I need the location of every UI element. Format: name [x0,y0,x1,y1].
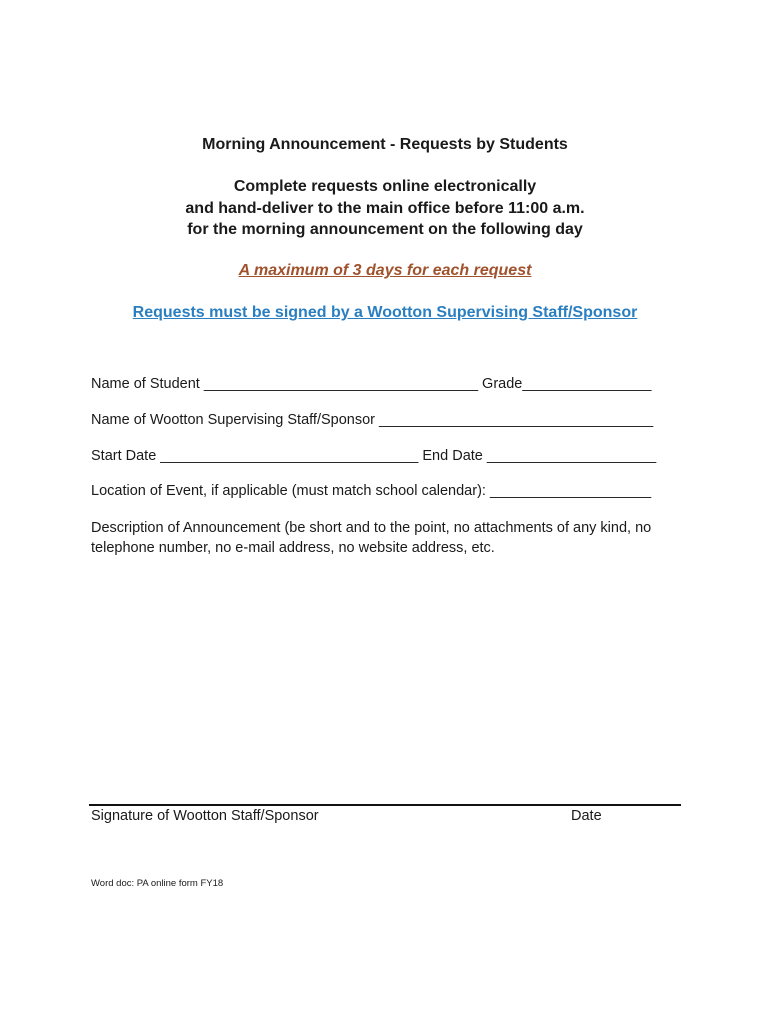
start-end-date-field[interactable]: Start Date ________________________________ End Date _____________________ [91,448,657,464]
supervising-staff-field[interactable]: Name of Wootton Supervising Staff/Sponsor __________________________________ [91,412,654,428]
instruction-line-1: Complete requests online electronically [233,178,537,195]
signature-label: Signature of Wootton Staff/Sponsor [91,808,319,824]
date-label: Date [571,808,602,824]
signature-required-notice: Requests must be signed by a Wootton Supervising Staff/Sponsor [132,304,638,321]
instruction-line-2: and hand-deliver to the main office before 11:00 a.m. [185,200,585,217]
signature-line[interactable] [89,804,681,806]
form-title: Morning Announcement - Requests by Students [202,136,568,153]
instruction-line-3: for the morning announcement on the following day [187,221,583,238]
announcement-description-field[interactable]: Description of Announcement (be short and to the point, no attachments of any kind, no telephone number, no e-mail address, no website address, etc. [91,520,652,556]
maximum-days-notice: A maximum of 3 days for each request [238,262,532,279]
document-footer: Word doc: PA online form FY18 [91,878,224,889]
student-name-grade-field[interactable]: Name of Student __________________________________ Grade________________ [91,376,652,392]
event-location-field[interactable]: Location of Event, if applicable (must match school calendar): ____________________ [91,483,652,499]
